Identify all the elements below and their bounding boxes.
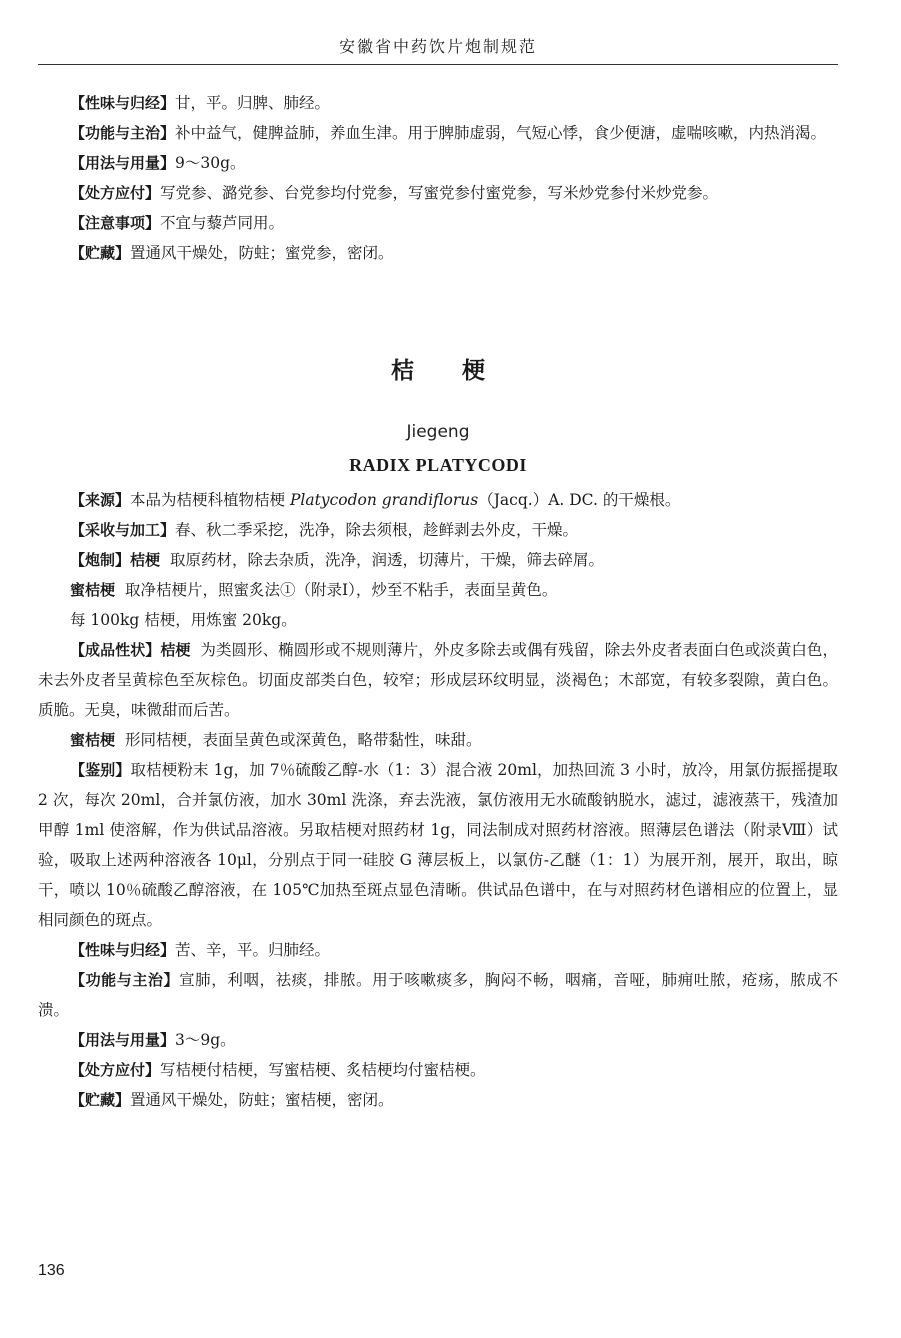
- subitem-name: 蜜桔梗: [70, 731, 116, 749]
- section-term: 【处方应付】: [70, 1061, 161, 1079]
- section-term: 【处方应付】: [70, 184, 161, 202]
- entry-title-chinese: 桔梗: [391, 358, 533, 384]
- subitem-text-content: 为类圆形、椭圆形或不规则薄片，外皮多除去或偶有残留，除去外皮者表面白色或淡黄白色，未去外皮者呈黄棕色至灰棕色。切面皮部类白色，较窄；形成层环纹明显，淡褐色；木部宽，有较多裂隙，黄白色。质脆。无臭，味微甜而后苦。: [38, 641, 838, 719]
- section-text: 写桔梗付桔梗，写蜜桔梗、炙桔梗均付蜜桔梗。: [160, 1061, 486, 1079]
- subitem-text: [160, 551, 604, 569]
- section-text: 不宜与藜芦同用。: [160, 214, 285, 232]
- section-term: 【来源】: [70, 491, 131, 509]
- species-name: Platycodon grandiflorus: [289, 491, 479, 509]
- subitem-text-content: 取原药材，除去杂质，洗净，润透，切薄片，干燥，筛去碎屑。: [170, 551, 605, 569]
- section-term: 【鉴别】: [70, 761, 131, 779]
- paozhi-paragraph: [38, 545, 838, 575]
- subitem-name: 蜜桔梗: [70, 581, 116, 599]
- section-term: 【贮藏】: [70, 244, 131, 262]
- section-term: 【用法与用量】: [70, 1031, 176, 1049]
- prev-gongneng-paragraph: [38, 118, 838, 148]
- zhucang-paragraph: [38, 1085, 838, 1115]
- xingwei-paragraph: [38, 935, 838, 965]
- yongfa-paragraph: [38, 1025, 838, 1055]
- subitem-text: [115, 581, 557, 599]
- subitem-name: 桔梗: [130, 551, 161, 569]
- section-term: 【成品性状】: [70, 641, 161, 659]
- subitem-text-content: 形同桔梗，表面呈黄色或深黄色，略带黏性，味甜。: [125, 731, 482, 749]
- section-text: 置通风干燥处，防蛀；蜜党参，密闭。: [130, 244, 394, 262]
- paozhi-note-paragraph: 每 100kg 桔梗，用炼蜜 20kg。: [70, 611, 297, 629]
- section-term: 【贮藏】: [70, 1091, 131, 1109]
- section-term: 【炮制】: [70, 551, 131, 569]
- previous-entry-section: [38, 88, 838, 268]
- section-term: 【用法与用量】: [70, 154, 176, 172]
- page-number: 136: [38, 1262, 65, 1279]
- section-text: 宣肺，利咽，祛痰，排脓。用于咳嗽痰多，胸闷不畅，咽痛，音哑，肺痈吐脓，疮疡，脓成不溃。: [38, 971, 838, 1019]
- chufang-paragraph: [38, 1055, 838, 1085]
- entry-title-latin: RADIX PLATYCODI: [349, 455, 527, 475]
- section-term: 【功能与主治】: [70, 124, 176, 142]
- section-term: 【性味与归经】: [70, 94, 176, 112]
- subitem-text: [115, 731, 482, 749]
- prev-zhucang-paragraph: [38, 238, 838, 268]
- section-text: （Jacq.）A. DC. 的干燥根。: [478, 491, 681, 509]
- header-rule: [38, 64, 838, 65]
- entry-title-pinyin: Jiegeng: [406, 422, 470, 442]
- section-text: 甘，平。归脾、肺经。: [175, 94, 331, 112]
- prev-yongfa-paragraph: [38, 148, 838, 178]
- paozhi-mi-paragraph: [38, 575, 838, 605]
- entry-body-section: [38, 485, 838, 1115]
- section-term: 【功能与主治】: [70, 971, 180, 989]
- section-text: 本品为桔梗科植物桔梗: [130, 491, 290, 509]
- section-text: 补中益气，健脾益肺，养血生津。用于脾肺虚弱，气短心悸，食少便溏，虚喘咳嗽，内热消渴。: [175, 124, 827, 142]
- prev-xingwei-paragraph: [38, 88, 838, 118]
- prev-zhuyi-paragraph: [38, 208, 838, 238]
- section-text: 9～30g。: [175, 154, 246, 172]
- running-header: 安徽省中药饮片炮制规范: [338, 37, 537, 56]
- xingzhuang-paragraph: [38, 635, 838, 725]
- subitem-text-content: 取净桔梗片，照蜜炙法①（附录Ⅰ），炒至不粘手，表面呈黄色。: [125, 581, 558, 599]
- section-text: 春、秋二季采挖，洗净，除去须根，趁鲜剥去外皮，干燥。: [175, 521, 579, 539]
- laiyuan-paragraph: [38, 485, 838, 515]
- prev-chufang-paragraph: [38, 178, 838, 208]
- jianbie-paragraph: [38, 755, 838, 935]
- section-text: 3～9g。: [175, 1031, 236, 1049]
- section-text: 苦、辛，平。归肺经。: [175, 941, 331, 959]
- section-term: 【注意事项】: [70, 214, 161, 232]
- section-term: 【采收与加工】: [70, 521, 176, 539]
- section-text: 置通风干燥处，防蛀；蜜桔梗，密闭。: [130, 1091, 394, 1109]
- xingzhuang-mi-paragraph: [38, 725, 838, 755]
- section-term: 【性味与归经】: [70, 941, 176, 959]
- section-text: 写党参、潞党参、台党参均付党参，写蜜党参付蜜党参，写米炒党参付米炒党参。: [160, 184, 719, 202]
- caishou-paragraph: [38, 515, 838, 545]
- section-text: 取桔梗粉末 1g，加 7％硫酸乙醇-水（1：3）混合液 20ml，加热回流 3 小时，放冷，用氯仿振摇提取 2 次，每次 20ml，合并氯仿液，加水 30ml 洗涤，弃去洗液，氯仿液用无水硫酸钠脱水，滤过，滤液蒸干，残渣加甲醇 1ml 使溶解，作为供试品溶液。另取桔梗对照药材 1g，同法制成对照药材溶液。照薄层色谱法（附录Ⅷ）试验，吸取上述两种溶液各 10μl，分别点于同一硅胶 G 薄层板上，以氯仿-乙醚（1：1）为展开剂，展开，取出，晾干，喷以 10％硫酸乙醇溶液，在 105℃加热至斑点显色清晰。供试品色谱中，在与对照药材色谱相应的位置上，显相同颜色的斑点。: [38, 761, 838, 929]
- gongneng-paragraph: [38, 965, 838, 1025]
- subitem-name: 桔梗: [160, 641, 191, 659]
